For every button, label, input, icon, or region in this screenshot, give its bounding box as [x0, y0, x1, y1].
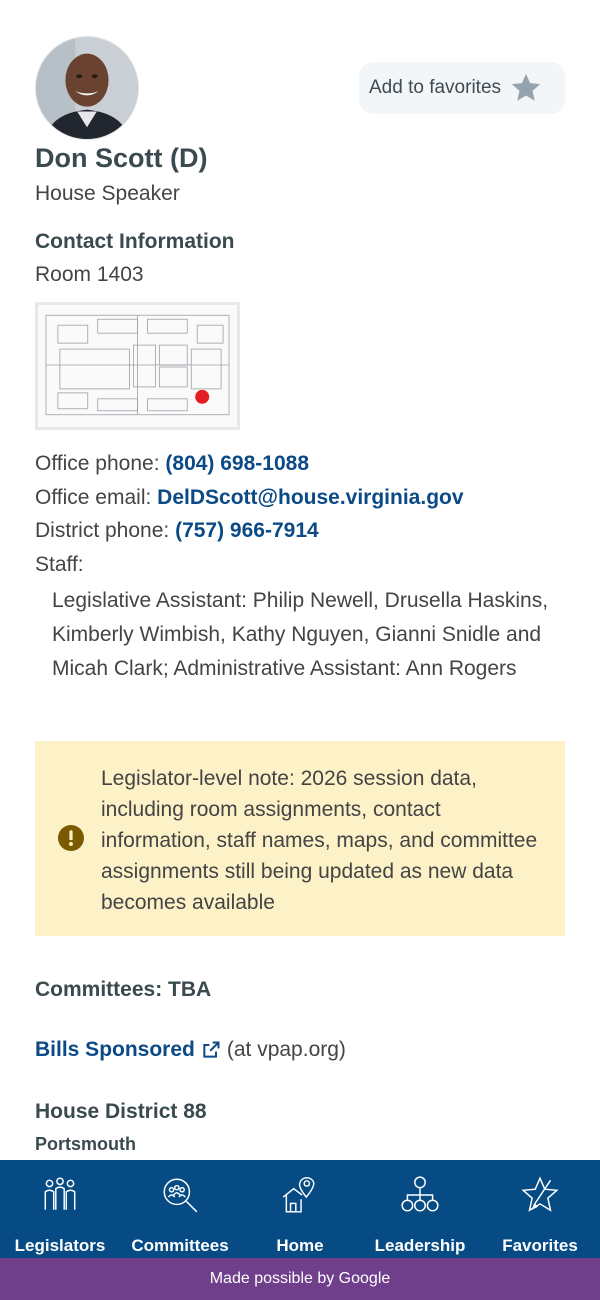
footer-credit: Made possible by Google: [0, 1258, 600, 1300]
district-locality: Portsmouth: [35, 1134, 136, 1154]
office-phone-label: Office phone:: [35, 452, 160, 475]
bills-sponsored-link[interactable]: Bills Sponsored: [35, 1038, 195, 1061]
contact-heading: Contact Information: [35, 230, 235, 253]
nav-item-committees[interactable]: [120, 1160, 240, 1258]
home-pin-icon: [279, 1174, 321, 1216]
floor-map-image: [38, 305, 237, 427]
nav-item-home[interactable]: [240, 1160, 360, 1258]
bills-sponsored-row: [35, 1038, 346, 1062]
nav-label: Committees: [131, 1236, 229, 1255]
note-text: Legislator-level note: 2026 session data, including room assignments, contact information, staff names, maps, and committee assignments still being updated as new data becomes available: [101, 767, 538, 914]
favorites-label: Add to favorites: [369, 77, 502, 98]
star-icon: [509, 71, 543, 105]
office-phone-link[interactable]: (804) 698-1088: [165, 452, 309, 475]
floor-map[interactable]: [35, 302, 240, 430]
legislator-note: [35, 741, 565, 936]
room-number: Room 1403: [35, 263, 144, 286]
legislator-title: House Speaker: [35, 182, 180, 205]
staff-label: Staff:: [35, 553, 84, 576]
add-to-favorites-button[interactable]: [359, 62, 565, 114]
legislator-name: Don Scott (D): [35, 143, 208, 173]
nav-item-legislators[interactable]: [0, 1160, 120, 1258]
exclamation-icon: [58, 825, 84, 851]
office-email-row: [35, 486, 464, 510]
group-search-icon: [159, 1174, 201, 1216]
district-phone-row: [35, 519, 319, 543]
legislator-photo: [35, 36, 139, 140]
people-icon: [39, 1174, 81, 1216]
nav-label: Leadership: [374, 1236, 466, 1255]
committees-heading: Committees: TBA: [35, 978, 212, 1001]
external-link-icon[interactable]: [201, 1040, 221, 1060]
nav-label: Favorites: [502, 1236, 578, 1255]
district-phone-label: District phone:: [35, 519, 170, 542]
district-phone-link[interactable]: (757) 966-7914: [175, 519, 319, 542]
office-email-link[interactable]: DelDScott@house.virginia.gov: [157, 486, 464, 509]
office-email-label: Office email:: [35, 486, 152, 509]
district-name: House District 88: [35, 1100, 207, 1123]
office-phone-row: [35, 452, 309, 476]
nav-item-leadership[interactable]: [360, 1160, 480, 1258]
nav-label: Home: [276, 1236, 324, 1255]
star-icon: [519, 1174, 561, 1216]
hierarchy-icon: [399, 1174, 441, 1216]
staff-list: Legislative Assistant: Philip Newell, Drusella Haskins, Kimberly Wimbish, Kathy Nguyen, Gianni Snidle and Micah Clark; Administrative Assistant: Ann Rogers: [52, 589, 549, 680]
bills-source: (at vpap.org): [226, 1038, 346, 1061]
bottom-nav: [0, 1160, 600, 1258]
nav-label: Legislators: [14, 1236, 106, 1255]
nav-item-favorites[interactable]: [480, 1160, 600, 1258]
